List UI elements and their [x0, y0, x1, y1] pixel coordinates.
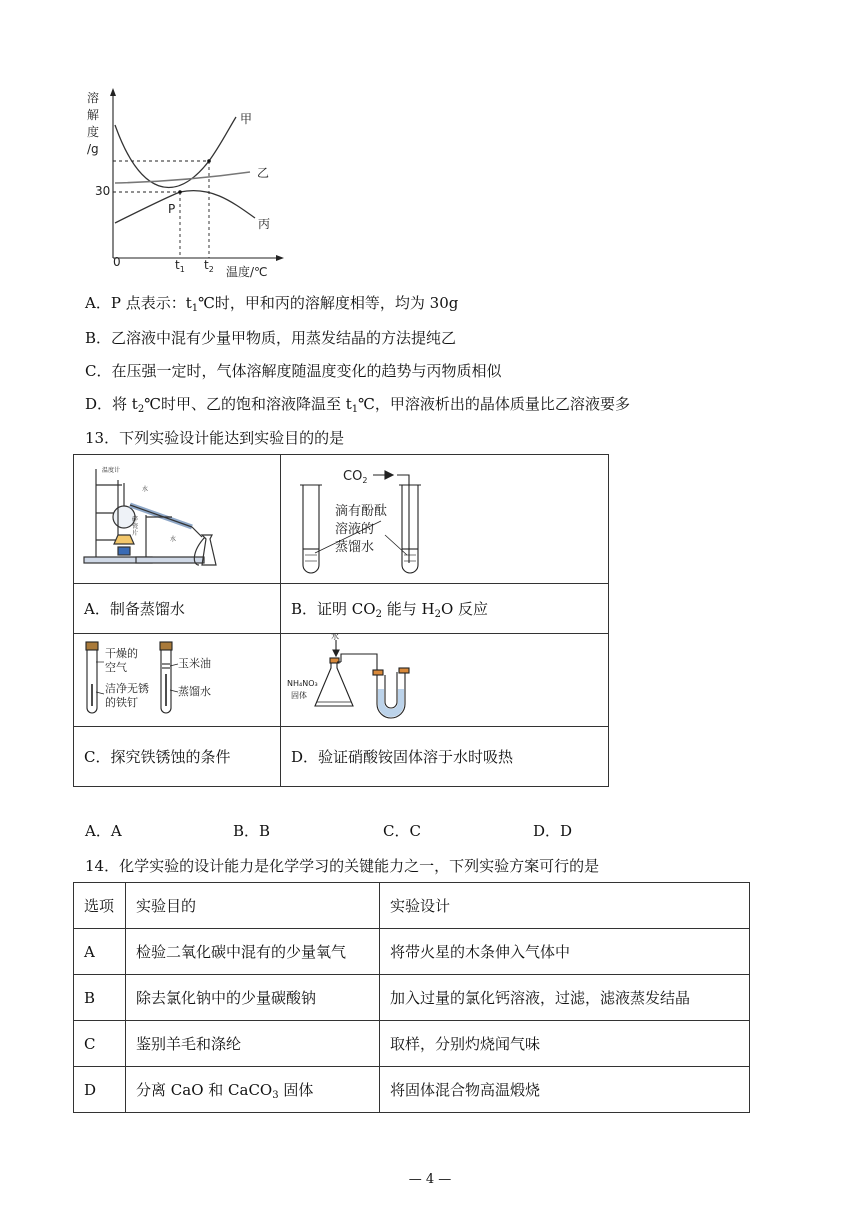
label-thermometer: 温度计: [102, 467, 121, 474]
row-design: 将固体混合物高温煅烧: [380, 1067, 750, 1113]
label-chips-2: 瓷: [132, 523, 139, 530]
q14-stem: 14．化学实验的设计能力是化学学习的关键能力之一，下列实验方案可行的是: [85, 857, 600, 875]
label-water-out: 水: [170, 536, 177, 543]
table-row: [74, 883, 750, 929]
label-water: 水: [331, 634, 339, 641]
label-dry-air-1: 干燥的: [105, 647, 138, 660]
ylabel-char: 溶: [87, 91, 100, 105]
page-number: — 4 —: [408, 1172, 452, 1187]
point-t2: [207, 159, 211, 163]
label-clean-nail-1: 洁净无锈: [105, 682, 149, 695]
q13-stem: 13．下列实验设计能达到实验目的的是: [85, 429, 345, 447]
label-solid: 固体: [291, 691, 307, 700]
label-chips-3: 片: [132, 530, 139, 537]
q13-diagram-d-cell: [281, 634, 609, 727]
q13-diagram-c-cell: [74, 634, 281, 727]
series-label-bing: 丙: [258, 217, 271, 231]
row-goal: 分离 CaO 和 CaCO$_3$ 固体: [126, 1067, 380, 1113]
point-p-label: P: [168, 202, 176, 216]
q12-option-c: C．在压强一定时，气体溶解度随温度变化的趋势与丙物质相似: [85, 362, 502, 380]
ylabel-char: /g: [87, 142, 99, 156]
curve-bing: [115, 191, 255, 223]
row-design: 取样，分别灼烧闻气味: [380, 1021, 750, 1067]
header-goal: 实验目的: [126, 883, 380, 929]
x-axis-label: 温度/℃: [226, 265, 268, 279]
y-axis-arrow: [110, 88, 116, 96]
q13-table: [73, 454, 609, 787]
label-water-in: 水: [142, 486, 149, 493]
label-phenolphthalein-3: 蒸馏水: [335, 540, 375, 555]
y-tick-30: 30: [95, 184, 111, 198]
x-tick-t2: $t_2$: [204, 258, 214, 274]
table-row: [74, 975, 750, 1021]
q13-answer-a: A．A: [85, 822, 122, 840]
q12-option-a: A．P 点表示：$t_1℃$时，甲和丙的溶解度相等，均为 30g: [85, 294, 459, 314]
curve-yi: [115, 172, 250, 183]
row-goal: 除去氯化钠中的少量碳酸钠: [126, 975, 380, 1021]
row-goal: 检验二氧化碳中混有的少量氧气: [126, 929, 380, 975]
q13-answer-d: D．D: [533, 822, 573, 840]
label-co2: $CO_2$: [343, 469, 368, 485]
row-option: A: [74, 929, 126, 975]
header-design: 实验设计: [380, 883, 750, 929]
label-phenolphthalein-1: 滴有酚酞: [335, 504, 388, 519]
iron-rusting-diagram: [74, 634, 279, 722]
row-design: 将带火星的木条伸入气体中: [380, 929, 750, 975]
row-option: B: [74, 975, 126, 1021]
label-dry-air-2: 空气: [105, 661, 127, 674]
q13-option-c-cell: C．探究铁锈蚀的条件: [74, 727, 281, 787]
table-row: [74, 929, 750, 975]
series-label-jia: 甲: [240, 112, 253, 126]
q14-table: [73, 882, 750, 1113]
point-p: [178, 190, 182, 194]
series-label-yi: 乙: [257, 166, 270, 180]
row-option: C: [74, 1021, 126, 1067]
co2-test-tube-diagram: [281, 455, 599, 579]
header-option: 选项: [74, 883, 126, 929]
label-clean-nail-2: 的铁钉: [105, 696, 138, 709]
origin-label: 0: [113, 255, 121, 269]
q13-answer-c: C．C: [383, 822, 421, 840]
q13-answer-b: B．B: [233, 822, 271, 840]
q13-option-a-cell: A．制备蒸馏水: [74, 584, 281, 634]
q12-option-d: D．将 $t_2℃$时甲、乙的饱和溶液降温至 $t_1℃$，甲溶液析出的晶体质量比乙溶液要多: [85, 395, 630, 415]
distillation-apparatus-diagram: [74, 455, 279, 579]
ammonium-nitrate-diagram: [281, 634, 599, 722]
ylabel-char: 解: [87, 108, 100, 122]
label-distilled-water: 蒸馏水: [178, 685, 211, 698]
row-goal: 鉴别羊毛和涤纶: [126, 1021, 380, 1067]
q13-option-b-cell: B．证明 $CO_2$ 能与 $H_2O$ 反应: [281, 584, 609, 634]
label-phenolphthalein-2: 溶液的: [335, 522, 375, 537]
label-nh4no3: NH₄NO₃: [287, 679, 318, 688]
row-option: D: [74, 1067, 126, 1113]
label-chips-1: 碎: [132, 516, 139, 523]
solubility-chart: [70, 80, 300, 285]
table-row: [74, 1021, 750, 1067]
q13-diagram-b-cell: [281, 455, 609, 584]
q12-option-b: B．乙溶液中混有少量甲物质，用蒸发结晶的方法提纯乙: [85, 329, 457, 347]
ylabel-char: 度: [87, 125, 100, 139]
curve-jia: [115, 117, 236, 187]
q13-diagram-a-cell: [74, 455, 281, 584]
x-axis-arrow: [276, 255, 284, 261]
table-row: [74, 1067, 750, 1113]
x-tick-t1: $t_1$: [175, 258, 185, 274]
label-corn-oil: 玉米油: [178, 657, 211, 670]
q13-option-d-cell: D．验证硝酸铵固体溶于水时吸热: [281, 727, 609, 787]
row-design: 加入过量的氯化钙溶液，过滤，滤液蒸发结晶: [380, 975, 750, 1021]
